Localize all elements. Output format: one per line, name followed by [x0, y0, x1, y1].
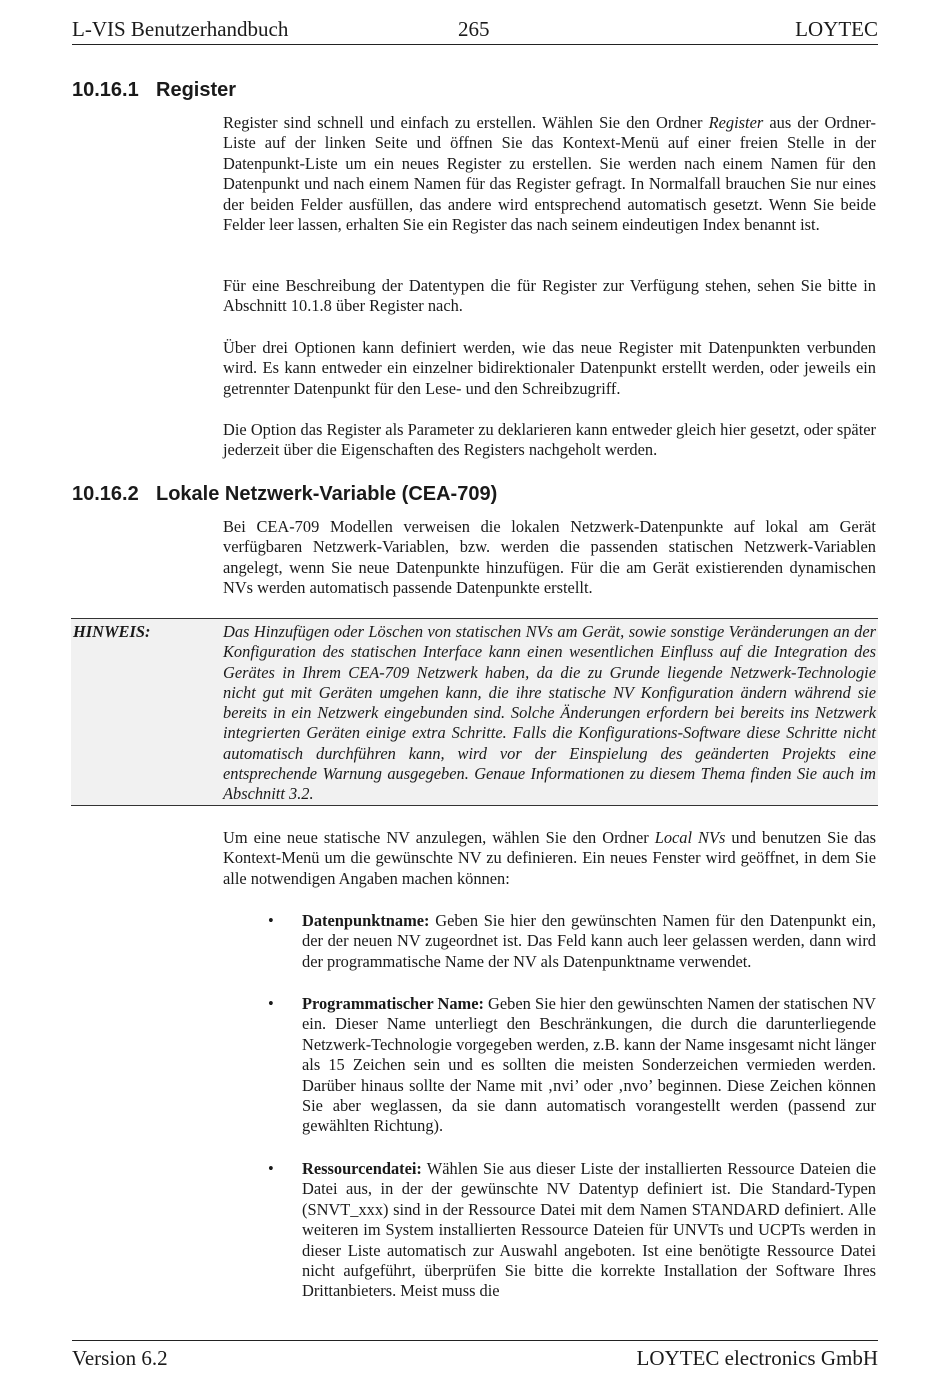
list-item-term: Ressourcendatei:	[302, 1159, 422, 1178]
section-number: 10.16.2	[72, 483, 139, 505]
list-item-term: Programmatischer Name:	[302, 994, 484, 1013]
folder-name-register: Register	[708, 113, 764, 132]
paragraph-local-nv-intro: Bei CEA-709 Modellen verweisen die lokalen Netzwerk-Datenpunkte auf lokal am Gerät verfügbaren Netzwerk-Variablen, bzw. werden die passenden statischen Netzwerk-Variablen angelegt, wenn Sie neue Datenpunkte hinzufügen. Für die am Gerät existierenden dynamischen NVs werden automatisch passende Datenpunkte erstellt.	[223, 517, 876, 598]
page-footer	[72, 1340, 878, 1371]
version-label: Version 6.2	[72, 1346, 168, 1370]
text-run: Um eine neue statische NV anzulegen, wählen Sie den Ordner	[223, 828, 655, 847]
list-item-description: Geben Sie hier den gewünschten Namen für den Datenpunkt ein, der der neuen NV zugeordnet ist. Das Feld kann auch leer gelassen werden, dann wird der programmatische Name der NV als Datenpunktname verwendet.	[302, 911, 876, 971]
paragraph-register-datatypes: Für eine Beschreibung der Datentypen die für Register zur Verfügung stehen, sehen Sie bitte in Abschnitt 10.1.8 über Register nach.	[223, 276, 876, 316]
note-label: HINWEIS:	[73, 622, 151, 641]
paragraph-register-options: Über drei Optionen kann definiert werden, wie das neue Register mit Datenpunkten verbunden wird. Es kann entweder ein einzelner bidirektionaler Datenpunkt erstellt werden, oder jeweils ein getrennter Datenpunkt für den Lese- und den Schreibzugriff.	[223, 338, 876, 398]
company-name: LOYTEC electronics GmbH	[636, 1346, 878, 1370]
text-run: Register sind schnell und einfach zu erstellen. Wählen Sie den Ordner	[223, 113, 709, 132]
list-item-description: Wählen Sie aus dieser Liste der installierten Ressource Dateien die Datei aus, in der der gewünschte NV Datentyp definiert ist. Die Standard-Typen (SNVT_xxx) sind in der Ressource Datei mit dem Namen STANDARD definiert. Alle weiteren im System installierten Ressource Dateien für UNVTs und UCPTs werden in dieser Liste automatisch zur Auswahl angeboten. Ist eine benötigte Ressource Datei nicht aufgeführt, überprüfen Sie bitte die korrekte Installation der Software Ihres Drittanbieters. Meist muss die	[302, 1159, 876, 1301]
page-number: 265	[458, 17, 490, 41]
list-item-text	[302, 994, 876, 1137]
paragraph-register-intro	[223, 113, 876, 235]
bullet-icon: •	[268, 1159, 274, 1178]
paragraph-create-nv	[223, 828, 876, 889]
text-run: aus der Ordner-Liste auf der linken Seite und öffnen Sie das Kontext-Menü auf einer freien Stelle in der Datenpunkt-Liste um ein neues Register zu erstellen. Sie werden nach einem Namen für den Datenpunkt und nach einem Namen für das Register gefragt. In Normalfall brauchen Sie nur eines der beiden Felder ausfüllen, das andere wird entsprechend automatisch gesetzt. Wenn Sie beide Felder leer lassen, erhalten Sie ein Register das nach seinem eindeutigen Index benannt ist.	[223, 113, 877, 235]
manual-title: L-VIS Benutzerhandbuch	[72, 17, 289, 41]
list-item-term: Datenpunktname:	[302, 911, 430, 930]
paragraph-register-parameter: Die Option das Register als Parameter zu deklarieren kann entweder gleich hier gesetzt, oder später jederzeit über die Eigenschaften des Registers nachgeholt werden.	[223, 420, 876, 460]
section-title: Lokale Netzwerk-Variable (CEA-709)	[156, 483, 498, 505]
bullet-icon: •	[268, 994, 274, 1013]
section-heading-register	[72, 77, 236, 103]
section-number: 10.16.1	[72, 79, 139, 101]
note-text: Das Hinzufügen oder Löschen von statischen NVs am Gerät, sowie sonstige Veränderungen an der Konfiguration des statischen Interface kann einen wesentlichen Einfluss auf die Integration des Gerätes in Ihrem CEA-709 Netzwerk haben, da die zu Grunde liegende Netzwerk-Technologie nicht gut mit Geräten umgehen kann, die ihre statische NV Konfiguration ändern während sie bereits in ein Netzwerk eingebunden sind. Solche Änderungen erfordern bei bereits ins Netzwerk integrierten Geräten einige extra Schritte. Falls die Konfigurations-Software diese Schritte nicht automatisch durchführen kann, wird vor der Einspielung des geänderten Projekts eine entsprechende Warnung ausgegeben. Genaue Informationen zu diesem Thema finden Sie auch im Abschnitt 3.2.	[223, 622, 876, 804]
note-box	[71, 618, 878, 806]
folder-name-local-nvs: Local NVs	[654, 828, 726, 847]
list-item-text	[302, 1159, 876, 1302]
list-item-text	[302, 911, 876, 972]
section-title: Register	[156, 79, 237, 101]
bullet-icon: •	[268, 911, 274, 930]
text-run: und benutzen Sie das Kontext-Menü um die gewünschte NV zu definieren. Ein neues Fenster wird geöffnet, in dem Sie alle notwendigen Angaben machen können:	[223, 828, 876, 888]
page-header	[72, 16, 878, 45]
brand-name: LOYTEC	[795, 17, 878, 41]
list-item-description: Geben Sie hier den gewünschten Namen der statischen NV ein. Dieser Name unterliegt den Beschränkungen, die durch die darunterliegende Netzwerk-Technologie vorgegeben werden, z.B. kann der Name insgesamt nicht länger als 15 Zeichen sein und es sollten die meisten Sonderzeichen vermieden werden. Darüber hinaus sollte der Name mit ‚nvi’ oder ‚nvo’ beginnen. Diese Zeichen können Sie aber weglassen, da sie dann automatisch vorangestellt werden (passend zur gewählten Richtung).	[302, 994, 877, 1136]
section-heading-local-nv	[72, 481, 497, 507]
